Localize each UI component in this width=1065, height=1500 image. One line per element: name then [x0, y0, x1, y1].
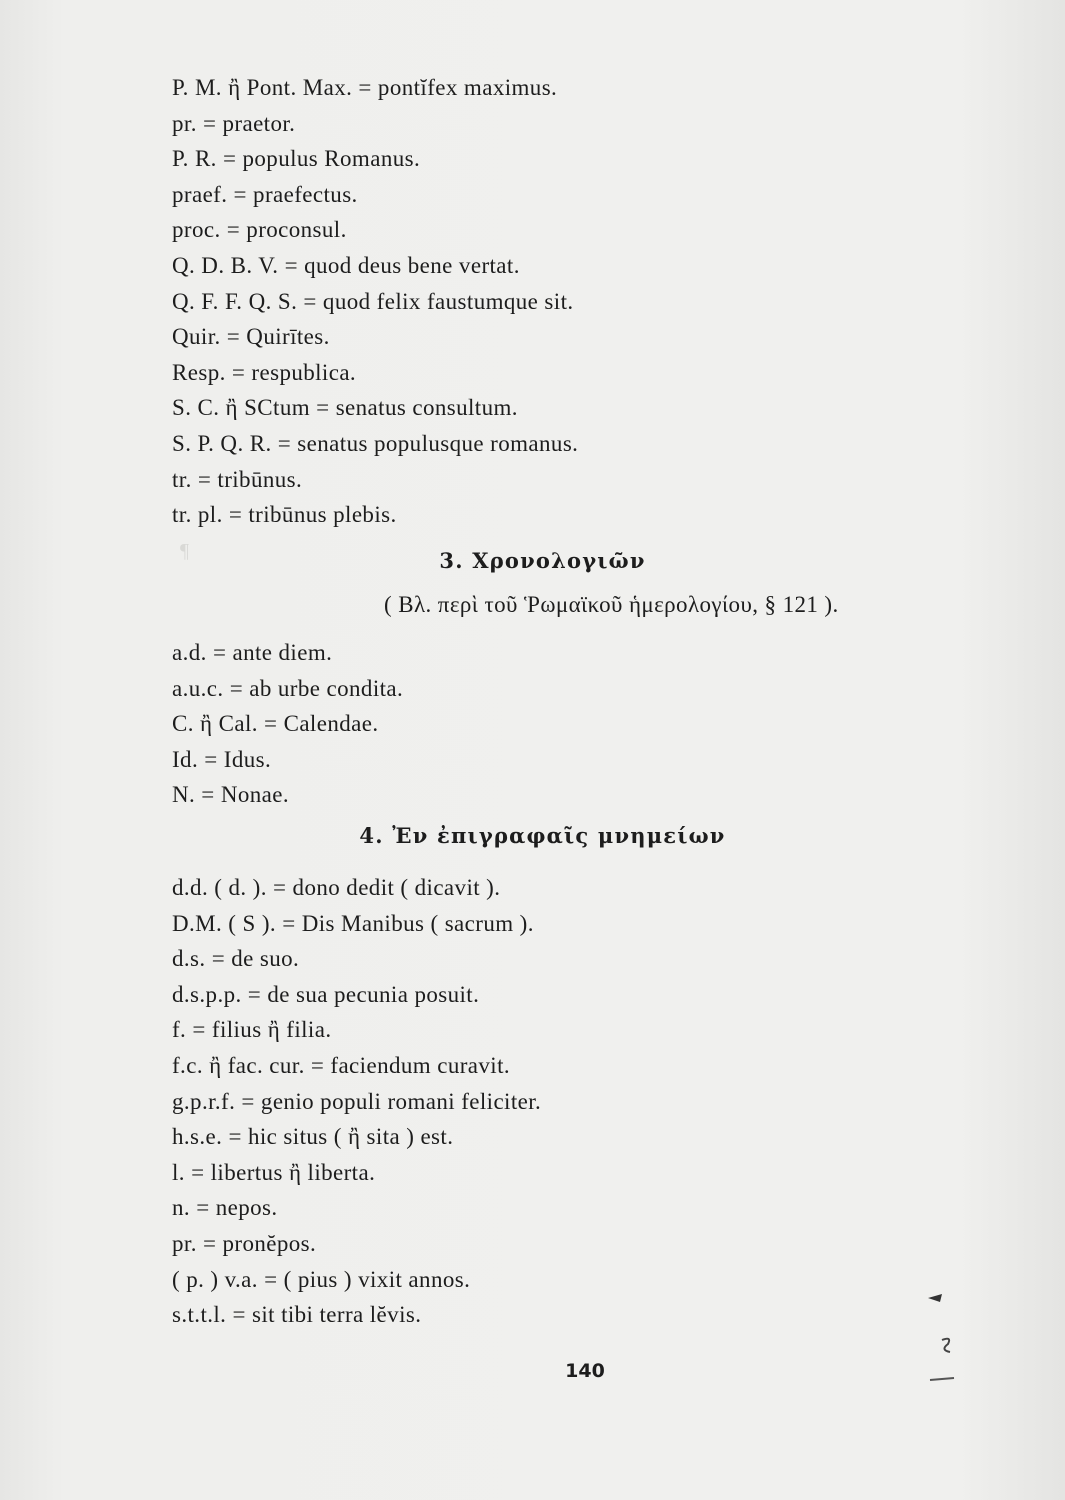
abbreviation-line: a.u.c. = ab urbe condita.	[172, 675, 404, 701]
abbreviation-line: Q. D. B. V. = quod deus bene vertat.	[172, 252, 520, 278]
abbreviation-line: pr. = praetor.	[172, 110, 296, 136]
page-number: 140	[565, 1360, 605, 1382]
abbreviation-line: Quir. = Quirītes.	[172, 324, 330, 350]
abbreviation-line: ( p. ) v.a. = ( pius ) vixit annos.	[172, 1266, 471, 1292]
abbreviation-line: s.t.t.l. = sit tibi terra lĕvis.	[172, 1302, 422, 1328]
inscriptions-list	[172, 870, 972, 1333]
abbreviation-line: S. C. ἢ SCtum = senatus consultum.	[172, 395, 518, 421]
abbreviation-line: D.M. ( S ). = Dis Manibus ( sacrum ).	[172, 910, 534, 936]
abbreviation-line: praef. = praefectus.	[172, 181, 358, 207]
abbreviation-line: proc. = proconsul.	[172, 217, 347, 243]
abbreviation-line: f. = filius ἢ filia.	[172, 1017, 332, 1043]
abbreviation-line: N. = Nonae.	[172, 782, 290, 808]
abbreviation-line: d.d. ( d. ). = dono dedit ( dicavit ).	[172, 875, 501, 900]
abbreviation-line: Id. = Idus.	[172, 746, 272, 772]
section-heading-chronology: 3. Χρονολογιῶν	[439, 548, 646, 573]
abbreviation-line: C. ἢ Cal. = Calendae.	[172, 711, 379, 737]
abbreviation-line: l. = libertus ἢ liberta.	[172, 1159, 376, 1185]
abbreviation-line: tr. pl. = tribūnus plebis.	[172, 502, 397, 528]
abbreviation-line: f.c. ἢ fac. cur. = faciendum curavit.	[172, 1052, 511, 1078]
abbreviation-line: P. R. = populus Romanus.	[172, 146, 421, 172]
abbreviation-line: S. P. Q. R. = senatus populusque romanus.	[172, 430, 579, 456]
abbreviation-line: tr. = tribūnus.	[172, 466, 303, 492]
abbreviation-line: pr. = pronĕpos.	[172, 1230, 317, 1256]
abbreviation-line: g.p.r.f. = genio populi romani feliciter.	[172, 1088, 542, 1114]
section-note-chronology: ( Βλ. περὶ τοῦ Ῥωμαϊκοῦ ἡμερολογίου, § 121 ).	[384, 592, 839, 617]
abbreviation-line: P. M. ἢ Pont. Max. = pontĭfex maximus.	[172, 75, 558, 100]
abbreviations-list	[172, 70, 972, 533]
abbreviation-line: h.s.e. = hic situs ( ἢ sita ) est.	[172, 1124, 454, 1150]
margin-ink-marks	[870, 1290, 960, 1400]
section-heading-inscriptions: 4. Ἐν ἐπιγραφαῖς μνημείων	[359, 823, 726, 848]
abbreviation-line: n. = nepos.	[172, 1195, 278, 1221]
abbreviation-line: d.s.p.p. = de sua pecunia posuit.	[172, 981, 480, 1007]
abbreviation-line: d.s. = de suo.	[172, 946, 300, 972]
abbreviation-line: Resp. = respublica.	[172, 359, 357, 385]
abbreviation-line: Q. F. F. Q. S. = quod felix faustumque sit.	[172, 288, 574, 314]
chronology-list	[172, 635, 972, 813]
bleed-through-text: ¶	[180, 540, 190, 562]
abbreviation-line: a.d. = ante diem.	[172, 640, 333, 665]
